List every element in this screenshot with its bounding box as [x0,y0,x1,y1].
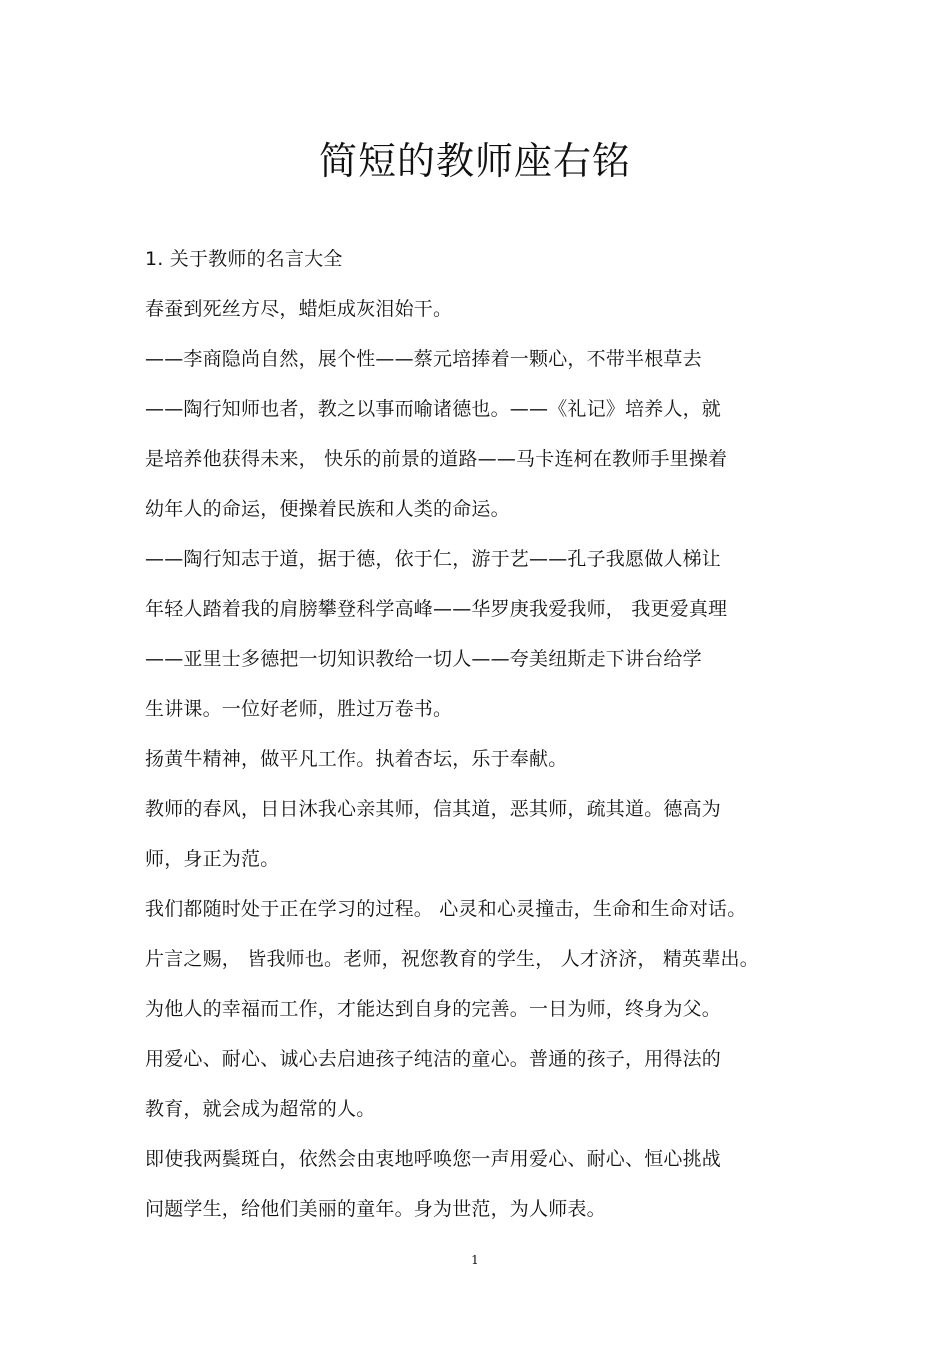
text-line: 扬黄牛精神，做平凡工作。执着杏坛，乐于奉献。 [145,748,568,770]
text-line: 教育，就会成为超常的人。 [145,1098,376,1120]
text-line: 问题学生，给他们美丽的童年。身为世范，为人师表。 [145,1198,606,1220]
text-line: 幼年人的命运，便操着民族和人类的命运。 [145,498,510,520]
text-line: ——李商隐尚自然，展个性——蔡元培捧着一颗心，不带半根草去 [145,348,702,370]
document-body [145,242,825,1242]
text-line: ——陶行知志于道，据于德，依于仁，游于艺——孔子我愿做人梯让 [145,548,722,570]
text-line: ——亚里士多德把一切知识教给一切人——夸美纽斯走下讲台给学 [145,648,702,670]
text-line: 师，身正为范。 [145,848,280,870]
text-line: 年轻人踏着我的肩膀攀登科学高峰——华罗庚我爱我师， 我更爱真理 [145,598,728,620]
document-title: 简短的教师座右铭 [318,139,631,183]
page-number: 1 [471,1253,479,1267]
text-line: 即使我两鬓斑白，依然会由衷地呼唤您一声用爱心、耐心、恒心挑战 [145,1148,722,1170]
text-line: 片言之赐， 皆我师也。老师，祝您教育的学生， 人才济济， 精英辈出。 [145,948,759,970]
text-line: 为他人的幸福而工作，才能达到自身的完善。一日为师，终身为父。 [145,998,722,1020]
text-line: 1. 关于教师的名言大全 [145,248,343,270]
text-line: 教师的春风，日日沐我心亲其师，信其道，恶其师，疏其道。德高为 [145,798,722,820]
text-line: 春蚕到死丝方尽，蜡炬成灰泪始干。 [145,298,453,320]
text-line: ——陶行知师也者，教之以事而喻诸德也。——《礼记》培养人，就 [145,398,722,420]
text-line: 用爱心、耐心、诚心去启迪孩子纯洁的童心。普通的孩子，用得法的 [145,1048,722,1070]
text-line: 我们都随时处于正在学习的过程。 心灵和心灵撞击，生命和生命对话。 [145,898,747,920]
text-line: 生讲课。一位好老师，胜过万卷书。 [145,698,453,720]
text-line: 是培养他获得未来， 快乐的前景的道路——马卡连柯在教师手里操着 [145,448,728,470]
